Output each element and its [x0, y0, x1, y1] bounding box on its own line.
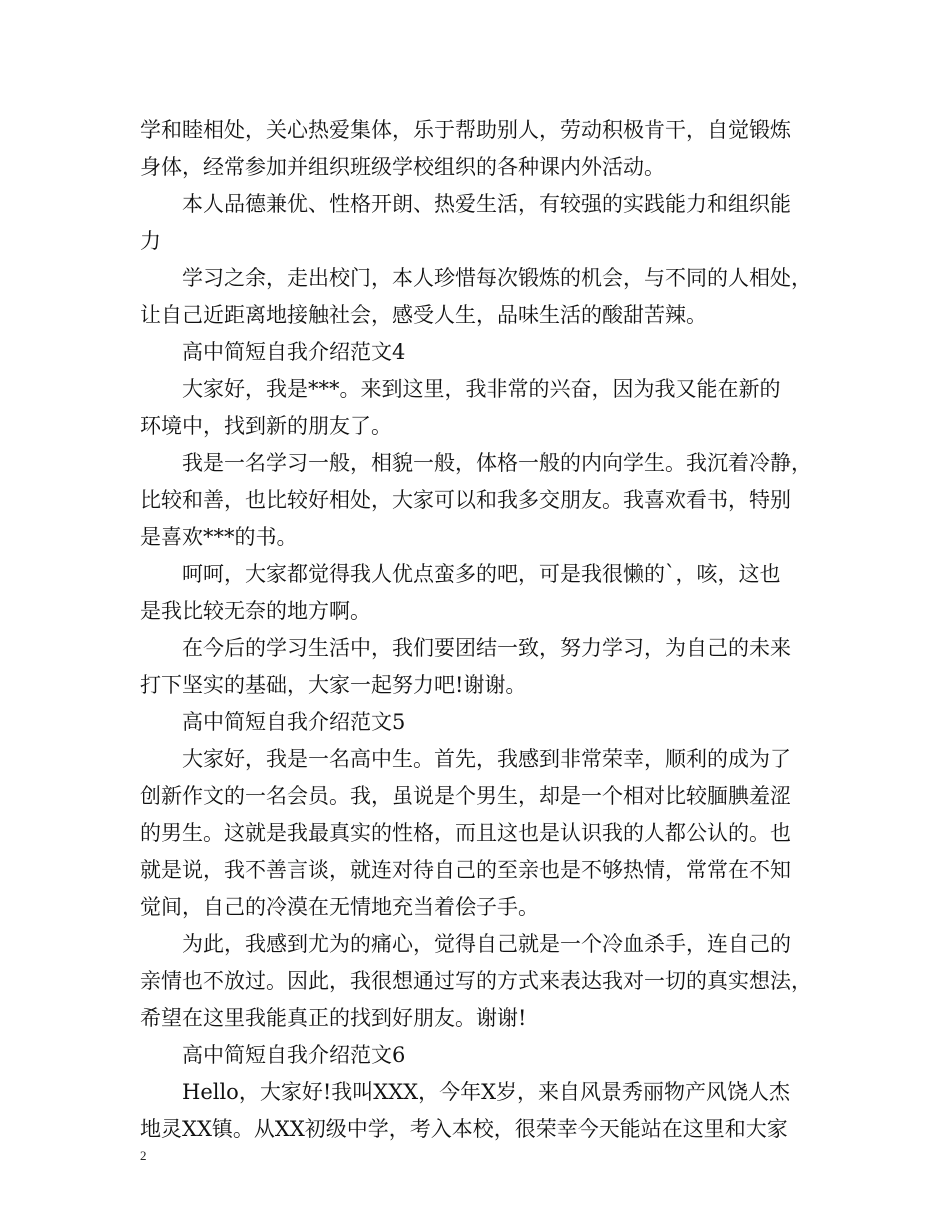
text-line: 学和睦相处，关心热爱集体，乐于帮助别人，劳动积极肯干，自觉锻炼 [140, 118, 791, 142]
text-line: 亲情也不放过。因此，我很想通过写的方式来表达我对一切的真实想法， [140, 969, 812, 993]
text-line: 在今后的学习生活中，我们要团结一致，努力学习，为自己的未来 [182, 636, 791, 660]
text-line: 让自己近距离地接触社会，感受人生，品味生活的酸甜苦辣。 [140, 303, 707, 327]
text-line: 环境中，找到新的朋友了。 [140, 414, 392, 438]
text-line: 觉间，自己的冷漠在无情地充当着侩子手。 [140, 895, 539, 919]
text-line: 为此，我感到尤为的痛心，觉得自己就是一个冷血杀手，连自己的 [182, 932, 791, 956]
text-line: 是喜欢***的书。 [140, 525, 298, 549]
text-line: 大家好，我是***。来到这里，我非常的兴奋，因为我又能在新的 [182, 377, 781, 401]
text-line: 比较和善，也比较好相处，大家可以和我多交朋友。我喜欢看书，特别 [140, 488, 791, 512]
text-line: 我是一名学习一般，相貌一般，体格一般的内向学生。我沉着冷静， [182, 451, 812, 475]
text-line: 大家好，我是一名高中生。首先，我感到非常荣幸，顺利的成为了 [182, 747, 791, 771]
text-line: 本人品德兼优、性格开朗、热爱生活，有较强的实践能力和组织能 [182, 192, 791, 216]
text-line: 是我比较无奈的地方啊。 [140, 599, 371, 623]
text-line: 力 [140, 229, 161, 253]
section-heading: 高中简短自我介绍范文6 [182, 1043, 406, 1067]
text-line: 的男生。这就是我最真实的性格，而且这也是认识我的人都公认的。也 [140, 821, 791, 845]
text-line: 身体，经常参加并组织班级学校组织的各种课内外活动。 [140, 155, 665, 179]
text-line: 呵呵，大家都觉得我人优点蛮多的吧，可是我很懒的`，咳，这也 [182, 562, 781, 586]
text-line: 地灵XX镇。从XX初级中学，考入本校，很荣幸今天能站在这里和大家 [140, 1117, 788, 1141]
text-line: 学习之余，走出校门，本人珍惜每次锻炼的机会，与不同的人相处， [182, 266, 812, 290]
text-line: Hello，大家好!我叫XXX，今年X岁，来自风景秀丽物产风饶人杰 [182, 1080, 791, 1104]
page-number: 2 [140, 1148, 147, 1163]
text-line: 就是说，我不善言谈，就连对待自己的至亲也是不够热情，常常在不知 [140, 858, 791, 882]
text-line: 希望在这里我能真正的找到好朋友。谢谢! [140, 1006, 527, 1030]
section-heading: 高中简短自我介绍范文5 [182, 710, 406, 734]
section-heading: 高中简短自我介绍范文4 [182, 340, 406, 364]
text-line: 创新作文的一名会员。我，虽说是个男生，却是一个相对比较腼腆羞涩 [140, 784, 791, 808]
text-line: 打下坚实的基础，大家一起努力吧!谢谢。 [140, 673, 527, 697]
